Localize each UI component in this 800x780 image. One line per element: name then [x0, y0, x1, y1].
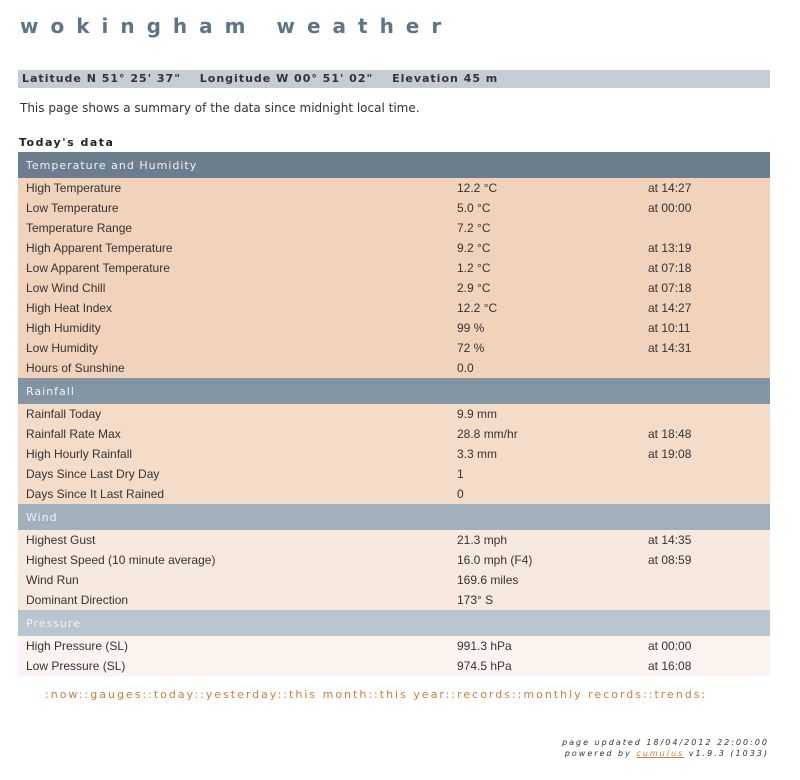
row-value: 28.8 mm/hr: [457, 427, 518, 441]
row-label: Low Temperature: [26, 201, 119, 215]
nav-link-now[interactable]: now: [50, 688, 79, 701]
nav-link-monthly-records[interactable]: monthly records: [523, 688, 644, 701]
section-title: Rainfall: [26, 384, 75, 398]
row-value: 12.2 °C: [457, 181, 498, 195]
table-row: [18, 258, 770, 278]
nav-link-records[interactable]: records: [457, 688, 512, 701]
row-value: 0: [457, 487, 464, 501]
elevation: Elevation 45 m: [392, 72, 499, 85]
page-title: wokingham weather: [20, 14, 454, 38]
row-value: 2.9 °C: [457, 281, 491, 295]
section-header-temperature: [18, 152, 770, 178]
row-time: at 19:08: [648, 447, 692, 461]
longitude: Longitude W 00° 51' 02": [199, 72, 374, 85]
row-label: High Humidity: [26, 321, 101, 335]
nav-link-trends[interactable]: trends: [654, 688, 702, 701]
row-value: 9.2 °C: [457, 241, 491, 255]
row-value: 173° S: [457, 593, 494, 607]
row-value: 991.3 hPa: [457, 639, 512, 653]
row-label: Dominant Direction: [26, 593, 129, 607]
row-time: [640, 404, 770, 424]
row-value: 21.3 mph: [457, 533, 508, 547]
powered-prefix: powered by: [564, 749, 632, 758]
row-time: at 10:11: [648, 321, 691, 335]
table-row: [18, 358, 770, 378]
row-time: at 14:35: [648, 533, 692, 547]
row-value: 12.2 °C: [457, 301, 498, 315]
row-value: 0.0: [457, 361, 474, 375]
intro-text: This page shows a summary of the data since midnight local time.: [20, 101, 420, 115]
row-time: [640, 358, 770, 378]
row-label: Hours of Sunshine: [26, 361, 125, 375]
row-label: Low Humidity: [26, 341, 99, 355]
row-value: 3.3 mm: [457, 447, 498, 461]
table-row: [18, 278, 770, 298]
row-time: at 07:18: [648, 261, 692, 275]
row-time: at 14:31: [648, 341, 692, 355]
nav-link-gauges[interactable]: gauges: [90, 688, 143, 701]
footer: [562, 737, 769, 759]
section-header-pressure: [18, 610, 770, 636]
row-label: Rainfall Rate Max: [26, 427, 121, 441]
table-row: [18, 238, 770, 258]
latitude: Latitude N 51° 25' 37": [22, 72, 181, 85]
section-header-wind: [18, 504, 770, 530]
table-row: [18, 424, 770, 444]
row-label: High Heat Index: [26, 301, 113, 315]
row-time: at 18:48: [648, 427, 692, 441]
table-row: [18, 338, 770, 358]
row-time: [640, 484, 770, 504]
row-label: High Apparent Temperature: [26, 241, 173, 255]
row-label: Rainfall Today: [26, 407, 102, 421]
table-row: [18, 178, 770, 198]
row-label: Highest Speed (10 minute average): [26, 553, 216, 567]
location-bar: [18, 70, 770, 88]
nav-link-this-year[interactable]: this year: [379, 688, 446, 701]
section-heading: Today's data: [19, 136, 115, 149]
nav-link-this-month[interactable]: this month: [289, 688, 369, 701]
row-time: at 08:59: [648, 553, 692, 567]
row-value: 5.0 °C: [457, 201, 491, 215]
table-row: [18, 636, 770, 656]
table-row: [18, 444, 770, 464]
row-label: Low Wind Chill: [26, 281, 106, 295]
row-value: 1: [457, 467, 464, 481]
row-value: 72 %: [457, 341, 485, 355]
table-row: [18, 298, 770, 318]
row-time: at 13:19: [648, 241, 692, 255]
row-time: [640, 590, 770, 610]
table-row: [18, 590, 770, 610]
summary-table: [18, 152, 770, 676]
row-time: [640, 464, 770, 484]
nav-link-yesterday[interactable]: yesterday: [205, 688, 278, 701]
nav-links: :now::gauges::today::yesterday::this month::this year::records::monthly records::trends:: [45, 688, 708, 701]
row-label: High Pressure (SL): [26, 639, 129, 653]
section-title: Wind: [26, 510, 58, 524]
row-label: Low Apparent Temperature: [26, 261, 170, 275]
row-time: at 00:00: [648, 201, 692, 215]
row-label: Days Since Last Dry Day: [26, 467, 160, 481]
section-header-rainfall: [18, 378, 770, 404]
table-row: [18, 484, 770, 504]
row-value: 16.0 mph (F4): [457, 553, 533, 567]
row-value: 99 %: [457, 321, 485, 335]
row-label: High Hourly Rainfall: [26, 447, 133, 461]
row-time: at 07:18: [648, 281, 692, 295]
row-label: Days Since It Last Rained: [26, 487, 165, 501]
row-value: 1.2 °C: [457, 261, 491, 275]
row-value: 974.5 hPa: [457, 659, 512, 673]
table-row: [18, 530, 770, 550]
table-row: [18, 464, 770, 484]
row-value: 169.6 miles: [457, 573, 519, 587]
table-row: [18, 404, 770, 424]
table-row: [18, 198, 770, 218]
row-time: at 00:00: [648, 639, 692, 653]
table-row: [18, 656, 770, 676]
table-row: [18, 318, 770, 338]
row-label: Wind Run: [26, 573, 79, 587]
cumulus-link[interactable]: cumulus: [636, 749, 685, 758]
row-label: Highest Gust: [26, 533, 96, 547]
row-label: Temperature Range: [26, 221, 133, 235]
table-row: [18, 218, 770, 238]
version: v1.9.3 (1033): [688, 749, 769, 758]
table-row: [18, 570, 770, 590]
row-label: Low Pressure (SL): [26, 659, 126, 673]
section-title: Temperature and Humidity: [26, 158, 198, 172]
row-value: 7.2 °C: [457, 221, 491, 235]
nav-link-today[interactable]: today: [153, 688, 195, 701]
page-updated: page updated 18/04/2012 22:00:00: [562, 738, 769, 747]
row-time: at 16:08: [648, 659, 692, 673]
powered-by: [562, 748, 769, 759]
row-value: 9.9 mm: [457, 407, 498, 421]
row-label: High Temperature: [26, 181, 122, 195]
table-row: [18, 550, 770, 570]
row-time: at 14:27: [648, 181, 692, 195]
row-time: [640, 570, 770, 590]
section-title: Pressure: [26, 616, 81, 630]
row-time: [640, 218, 770, 238]
row-time: at 14:27: [648, 301, 692, 315]
